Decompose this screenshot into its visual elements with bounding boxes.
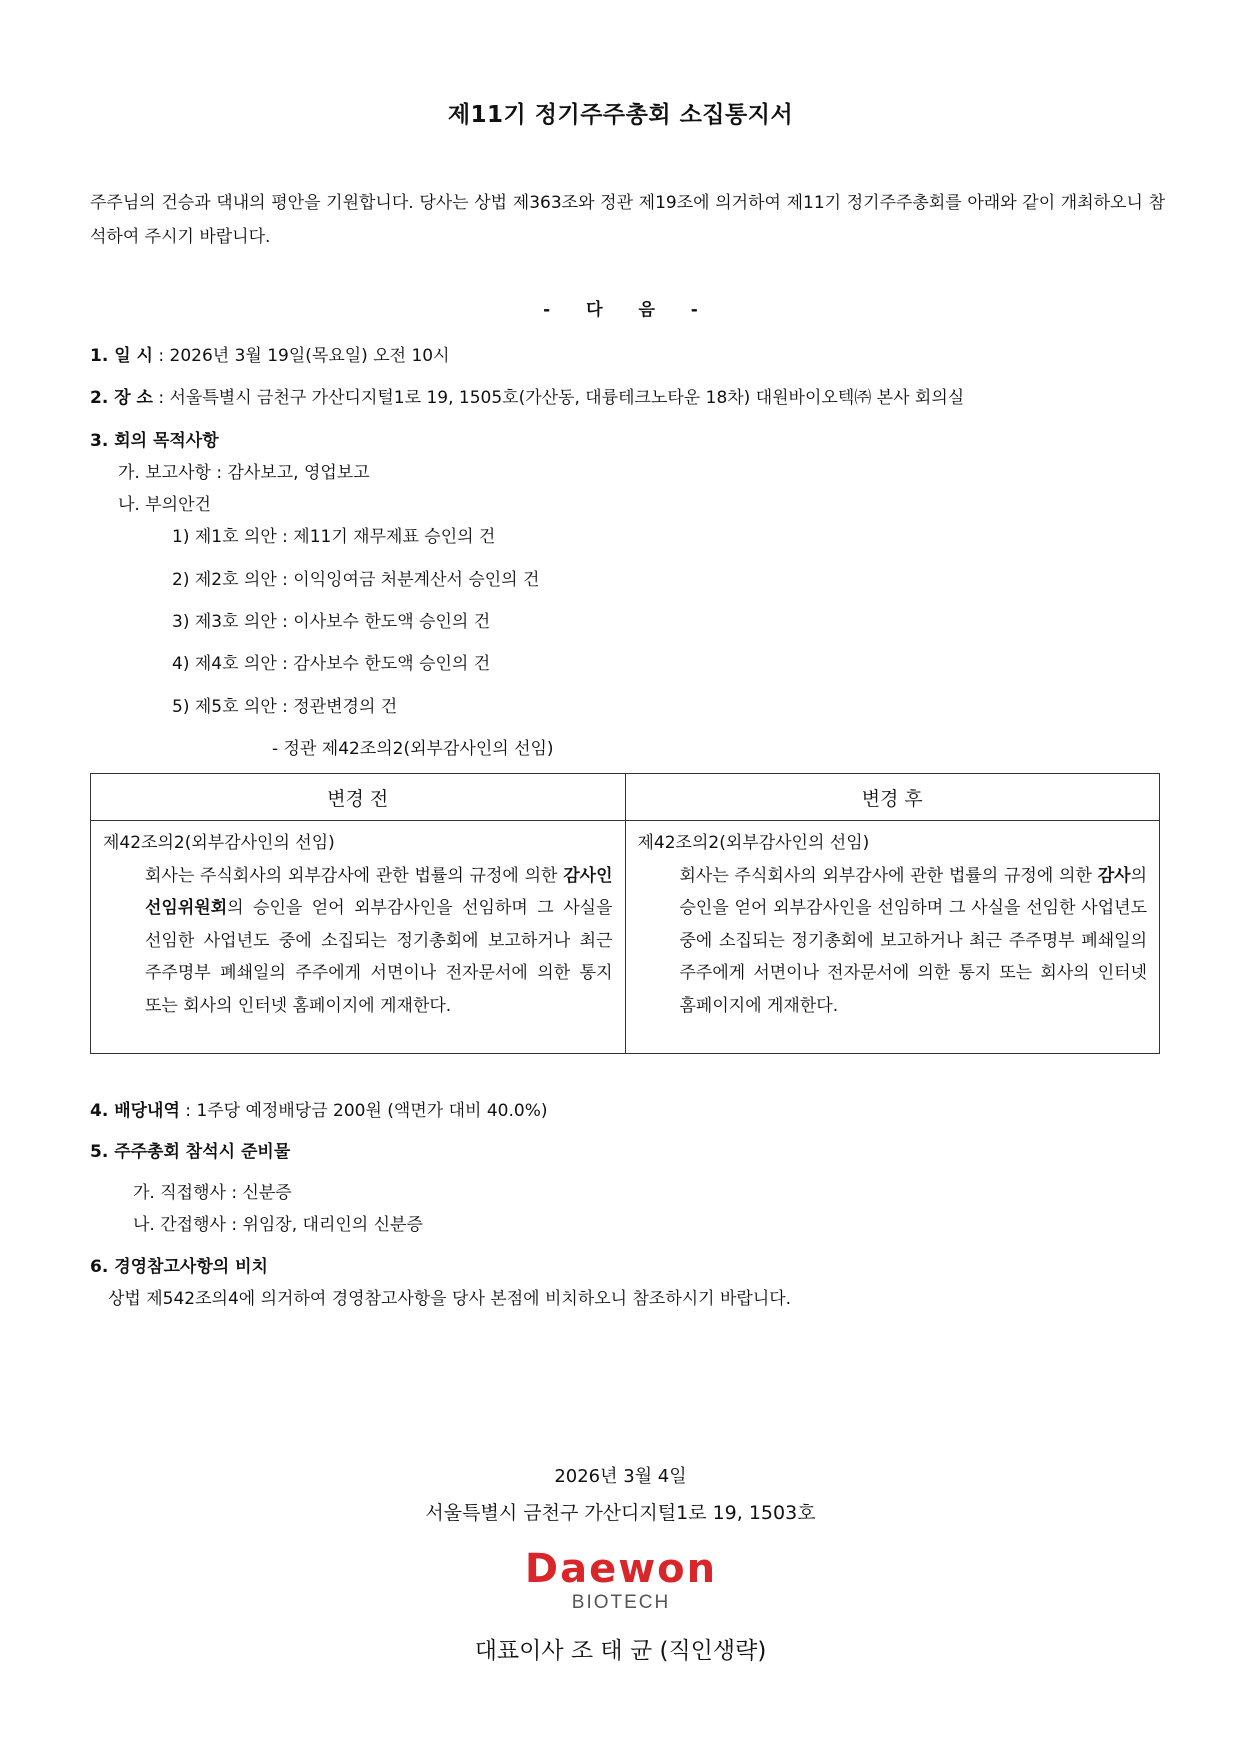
article-highlight: 감사인 선임위원회 bbox=[145, 865, 613, 918]
intro-paragraph: 주주님의 건승과 댁내의 평안을 기원합니다. 당사는 상법 제363조와 정관 제19조에 의거하여 제11기 정기주주총회를 아래와 같이 개최하오니 참석하여 주시기 바랍니다. bbox=[90, 193, 1165, 247]
notice-date: 2026년 3월 4일 bbox=[554, 1466, 687, 1487]
cell-before bbox=[91, 821, 626, 1054]
section-reference-text: 상법 제542조의4에 의거하여 경영참고사항을 당사 본점에 비치하오니 참조하시기 바랍니다. bbox=[108, 1289, 792, 1309]
company-address: 서울특별시 금천구 가산디지털1로 19, 1503호 bbox=[425, 1502, 816, 1524]
daewon-biotech-logo bbox=[508, 1546, 734, 1612]
logo-main-text: Daewon bbox=[524, 1546, 718, 1592]
section-dividend-label: 4. 배당내역 bbox=[90, 1101, 180, 1121]
preparation-indirect: 나. 간접행사 : 위임장, 대리인의 신분증 bbox=[133, 1215, 423, 1235]
article-highlight: 감사 bbox=[1097, 865, 1131, 886]
section-dividend-text: : 1주당 예정배당금 200원 (액면가 대비 40.0%) bbox=[179, 1101, 548, 1121]
section-location-text: : 서울특별시 금천구 가산디지털1로 19, 1505호(가산동, 대륭테크노타운 18차) 대원바이오텍㈜ 본사 회의실 bbox=[152, 388, 965, 408]
agenda-item: 3) 제3호 의안 : 이사보수 한도액 승인의 건 bbox=[172, 612, 491, 632]
section-datetime bbox=[90, 341, 450, 366]
article-text: 회사는 주식회사의 외부감사에 관한 법률의 규정에 의한 bbox=[145, 865, 564, 886]
section-datetime-text: : 2026년 3월 19일(목요일) 오전 10시 bbox=[152, 346, 450, 366]
table-header-row bbox=[91, 774, 1160, 821]
preparation-direct: 가. 직접행사 : 신분증 bbox=[133, 1183, 292, 1203]
section-location-label: 2. 장 소 bbox=[90, 388, 153, 408]
header-after: 변경 후 bbox=[625, 774, 1160, 821]
article-text: 의 승인을 얻어 외부감사인을 선임하며 그 사실을 선임한 사업년도 중에 소집되는 정기총회에 보고하거나 최근 주주명부 폐쇄일의 주주에게 서면이나 전자문서에 의한 통지 또는 회사의 인터넷 홈페이지에 게재한다. bbox=[145, 898, 613, 1016]
header-before: 변경 전 bbox=[91, 774, 626, 821]
resolution-items: 나. 부의안건 bbox=[118, 495, 211, 515]
section-purpose-label: 3. 회의 목적사항 bbox=[90, 431, 219, 451]
cell-after bbox=[625, 821, 1160, 1054]
article-body-before bbox=[103, 860, 613, 1023]
agenda-item: 1) 제1호 의안 : 제11기 재무제표 승인의 건 bbox=[172, 527, 496, 547]
section-reference-label: 6. 경영참고사항의 비치 bbox=[90, 1257, 268, 1277]
section-datetime-label: 1. 일 시 bbox=[90, 346, 153, 366]
article-text: 회사는 주식회사의 외부감사에 관한 법률의 규정에 의한 bbox=[679, 865, 1098, 886]
article-body-after bbox=[638, 860, 1148, 1023]
section-dividend bbox=[90, 1096, 547, 1121]
article-title-after: 제42조의2(외부감사인의 선임) bbox=[637, 833, 870, 853]
section-location bbox=[90, 383, 964, 408]
agenda-item: 5) 제5호 의안 : 정관변경의 건 bbox=[172, 697, 398, 717]
article-title-before: 제42조의2(외부감사인의 선임) bbox=[103, 833, 335, 853]
section-preparation-label: 5. 주주총회 참석시 준비물 bbox=[90, 1142, 291, 1162]
logo-sub-text: BIOTECH bbox=[571, 1592, 671, 1612]
report-items: 가. 보고사항 : 감사보고, 영업보고 bbox=[118, 463, 370, 483]
page-title: 제11기 정기주주총회 소집통지서 bbox=[447, 102, 794, 128]
agenda-item: 4) 제4호 의안 : 감사보수 한도액 승인의 건 bbox=[172, 654, 491, 674]
ceo-signature: 대표이사 조 태 균 (직인생략) bbox=[474, 1638, 767, 1664]
amendment-article: - 정관 제42조의2(외부감사인의 선임) bbox=[272, 739, 554, 759]
article-text: 의 승인을 얻어 외부감사인을 선임하며 그 사실을 선임한 사업년도 중에 소집되는 정기총회에 보고하거나 최근 주주명부 폐쇄일의 주주에게 서면이나 전자문서에 의한 통지 또는 회사의 인터넷 홈페이지에 게재한다. bbox=[679, 865, 1147, 1016]
table-row bbox=[91, 821, 1160, 1054]
agenda-item: 2) 제2호 의안 : 이익잉여금 처분계산서 승인의 건 bbox=[172, 570, 540, 590]
heading-next: - 다 음 - bbox=[543, 300, 698, 320]
amendment-comparison-table bbox=[90, 773, 1160, 1054]
